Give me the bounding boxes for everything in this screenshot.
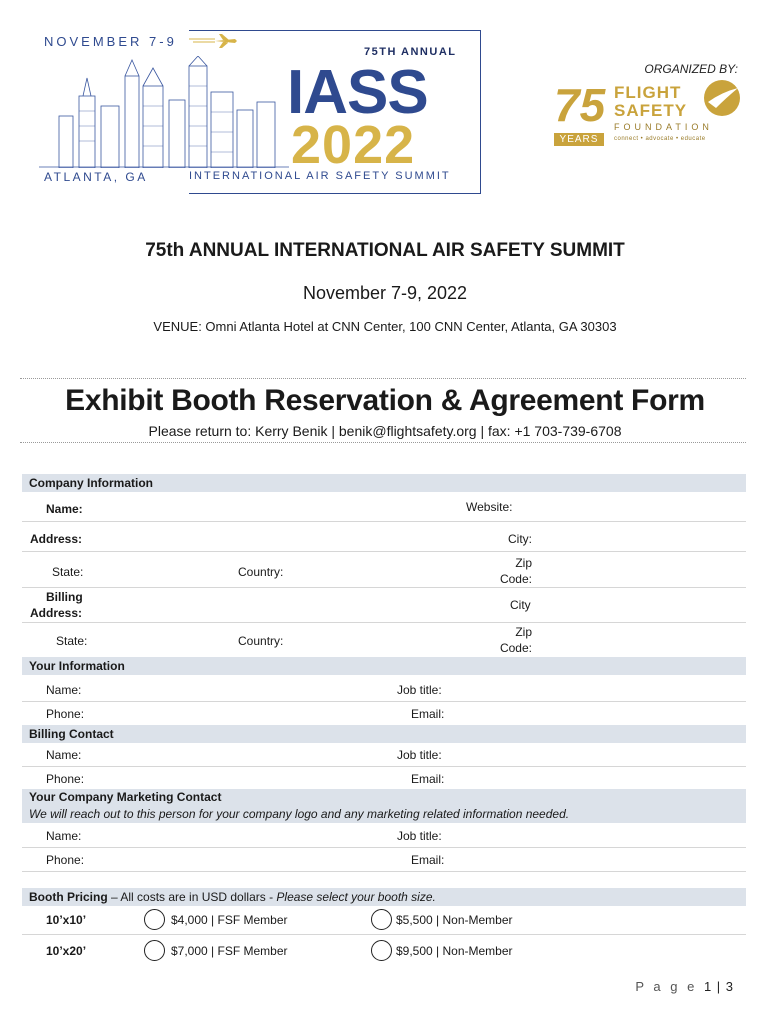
marketing-contact-note: We will reach out to this person for your company logo and any marketing related information needed. (29, 807, 570, 821)
organized-by-label: ORGANIZED BY: (644, 62, 738, 76)
price-10x10-nonmember: $5,500 | Non-Member (396, 913, 513, 927)
your-name-label: Name: (46, 683, 82, 697)
booth-pricing-note: – All costs are in USD dollars - (107, 890, 277, 904)
price-10x20-nonmember: $9,500 | Non-Member (396, 944, 513, 958)
fsf-line-1: FLIGHT (614, 83, 682, 102)
divider (20, 442, 746, 443)
anniversary-number: 75 (554, 79, 606, 131)
address-field[interactable] (22, 551, 746, 552)
booth-size-10x10: 10’x10’ (46, 913, 87, 927)
zip-label: Zip (515, 556, 532, 570)
marketing-phone-field[interactable] (22, 871, 746, 872)
booth-pricing-header (22, 888, 746, 906)
billing-state-label: State: (56, 634, 88, 648)
billing-email-label: Email: (411, 772, 445, 786)
billing-contact-header: Billing Contact (22, 725, 746, 743)
booth-size-10x20: 10’x20’ (46, 944, 87, 958)
marketing-job-title-label: Job title: (397, 829, 442, 843)
fsf-line-3: FOUNDATION (614, 122, 713, 132)
billing-phone-label: Phone: (46, 772, 85, 786)
company-info-header: Company Information (22, 474, 746, 492)
radio-10x20-member[interactable] (144, 940, 165, 961)
booth-pricing-title: Booth Pricing (29, 890, 108, 904)
marketing-contact-header (22, 789, 746, 823)
billing-label-line-2: Address: (30, 606, 83, 620)
atlanta-skyline-icon (39, 56, 289, 168)
city-label: City: (508, 532, 532, 546)
radio-10x10-nonmember[interactable] (371, 909, 392, 930)
event-acronym: IASS (287, 58, 428, 127)
page-count: 1 | 3 (703, 979, 734, 994)
form-title: Exhibit Booth Reservation & Agreement Form (65, 384, 705, 417)
billing-name-field[interactable] (22, 766, 746, 767)
your-phone-label: Phone: (46, 707, 85, 721)
your-info-header: Your Information (22, 657, 746, 675)
marketing-email-label: Email: (411, 853, 445, 867)
company-name-label: Name: (46, 502, 83, 516)
summit-title: 75th ANNUAL INTERNATIONAL AIR SAFETY SUMMIT (145, 240, 625, 261)
billing-name-label: Name: (46, 748, 82, 762)
your-email-label: Email: (411, 707, 445, 721)
price-10x10-member: $4,000 | FSF Member (171, 913, 288, 927)
address-label: Address: (30, 532, 83, 546)
billing-zip-label: Zip (515, 625, 532, 639)
marketing-name-field[interactable] (22, 847, 746, 848)
marketing-phone-label: Phone: (46, 853, 85, 867)
years-badge: YEARS (554, 133, 604, 146)
billing-label-line-1: Billing (46, 590, 83, 604)
fsf-tagline: connect • advocate • educate (614, 136, 706, 142)
divider (20, 378, 746, 379)
venue-line: VENUE: Omni Atlanta Hotel at CNN Center, 100 CNN Center, Atlanta, GA 30303 (153, 319, 617, 334)
state-country-field[interactable] (22, 587, 746, 588)
code-label: Code: (499, 572, 532, 586)
state-label: State: (52, 565, 84, 579)
billing-country-label: Country: (238, 634, 284, 648)
company-name-field[interactable] (22, 521, 746, 522)
billing-city-label: City (510, 598, 531, 612)
fsf-wing-icon (702, 78, 742, 118)
return-to-line: Please return to: Kerry Benik | benik@flightsafety.org | fax: +1 703-739-6708 (148, 423, 622, 439)
event-logo (29, 22, 481, 194)
airplane-icon (189, 33, 237, 49)
billing-address-field[interactable] (22, 622, 746, 623)
booth-row-divider (22, 934, 746, 935)
summit-date: November 7-9, 2022 (302, 283, 468, 303)
booth-pricing-instruction: Please select your booth size. (276, 890, 436, 904)
page-number (635, 979, 734, 994)
organizer-logo (552, 60, 752, 152)
marketing-contact-title: Your Company Marketing Contact (29, 790, 222, 804)
radio-10x10-member[interactable] (144, 909, 165, 930)
marketing-name-label: Name: (46, 829, 82, 843)
fsf-line-2: SAFETY (614, 101, 688, 120)
event-dates: NOVEMBER 7-9 (44, 34, 177, 49)
event-city: ATLANTA, GA (44, 170, 148, 184)
price-10x20-member: $7,000 | FSF Member (171, 944, 288, 958)
radio-10x20-nonmember[interactable] (371, 940, 392, 961)
your-name-field[interactable] (22, 701, 746, 702)
event-summit-name: INTERNATIONAL AIR SAFETY SUMMIT (189, 170, 451, 182)
event-year: 2022 (291, 115, 416, 175)
page-word: P a g e (635, 979, 698, 994)
your-job-title-label: Job title: (397, 683, 442, 697)
billing-code-label: Code: (499, 641, 532, 655)
website-label: Website: (466, 500, 513, 514)
country-label: Country: (238, 565, 284, 579)
billing-job-title-label: Job title: (397, 748, 442, 762)
anniversary-label: 75TH ANNUAL (364, 46, 457, 58)
